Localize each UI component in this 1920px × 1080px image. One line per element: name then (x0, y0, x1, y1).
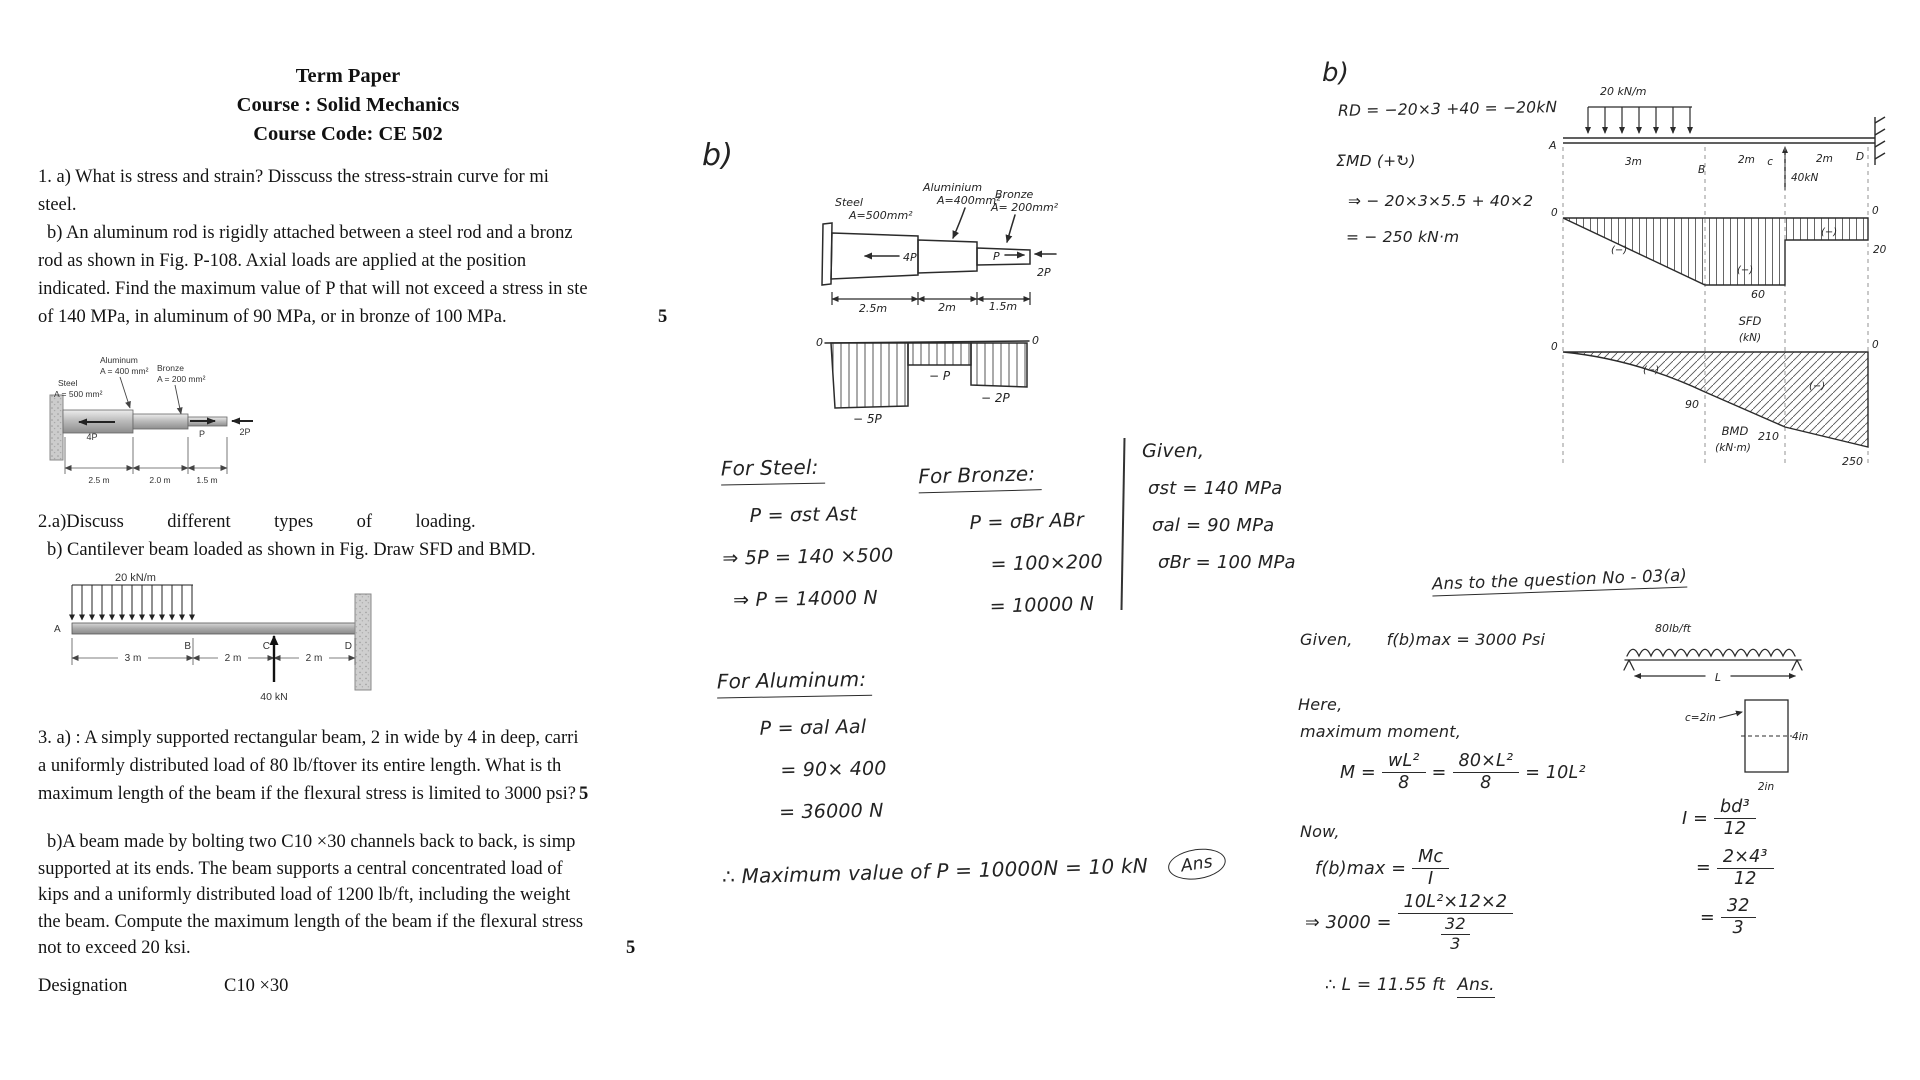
q1-marks: 5 (658, 307, 668, 327)
sol1-bronze-eq2: = 100×200 (990, 550, 1104, 576)
sol1-given-block (1142, 440, 1296, 573)
sol2-sfd-value-60: 60 (1751, 288, 1765, 301)
sol2-icalc-f1n: bd³ (1714, 798, 1756, 819)
sol2-eq3-dn: 32 (1441, 916, 1470, 935)
sol1-given-l1: σst = 140 MPa (1148, 478, 1283, 499)
q3a-line (38, 780, 686, 808)
sol2-beam-c-label: c (1767, 156, 1773, 168)
sol1-steel-block (721, 454, 895, 612)
q3a-line: a uniformly distributed load of 80 lb/ftover its entire length. What is th (38, 756, 562, 776)
q3a-line: 3. a) : A simply supported rectangular beam, 2 in wide by 4 in deep, carri (38, 728, 579, 748)
sol1-force-zero-left: 0 (816, 336, 823, 349)
sol2-meq-f2d: 8 (1480, 773, 1492, 794)
sol2-sketch-length-label: L (1714, 671, 1722, 684)
question-1 (38, 163, 686, 331)
sol2-bmd-unit: (kN·m) (1715, 442, 1751, 454)
sol2-meq-frac2 (1453, 752, 1520, 794)
q3b-line (38, 934, 686, 961)
sol2-beam-sfd-bmd (1545, 65, 1890, 470)
sol2-given-row (1300, 630, 1545, 649)
sol2-sfd-neg1: (−) (1611, 245, 1628, 256)
sol2-bmd-neg1: (−) (1643, 365, 1660, 376)
sol2-rd-line: RD = −20×3 +40 = −20kN (1337, 98, 1558, 120)
sol2-maxmom-label: maximum moment, (1300, 722, 1462, 741)
sol2-beam-dim3: 2m (1816, 153, 1833, 165)
fig108-dimension-lines (65, 437, 227, 474)
sol1-force-v2: − P (929, 369, 951, 383)
designation-row (38, 972, 288, 1000)
sol1-rod-bronze-label: Bronze (995, 188, 1034, 201)
sol1-force-v3: − 2P (981, 391, 1010, 405)
paper-title: Term Paper (295, 65, 401, 87)
sol1-rod-force2: P (993, 250, 1000, 263)
sol1-conclusion-row (722, 848, 1226, 891)
sol1-force-diagram (813, 330, 1043, 430)
q1-line: rod as shown in Fig. P-108. Axial loads are applied at the position (38, 251, 527, 271)
sol2-icalc-f3d: 3 (1732, 918, 1744, 939)
question-3a (38, 724, 686, 808)
sol2-bmd-zero-right: 0 (1872, 339, 1879, 351)
sol2-feq-lhs: f(b)max = (1315, 858, 1407, 879)
sol2-sketch-c-label: c=2in (1685, 712, 1716, 724)
fig108-steel-label: Steel (58, 378, 78, 388)
fig108-force3-label: 2P (239, 427, 251, 437)
sol2-sketch-section (1719, 700, 1792, 772)
sol2-sfd-zero-right: 0 (1872, 205, 1879, 217)
q1-line: steel. (38, 195, 77, 215)
sol2-beam-b-label: B (1698, 164, 1706, 176)
sol2-feq-den: I (1427, 869, 1434, 890)
sol2-sketch-load-label: 80lb/ft (1655, 622, 1691, 635)
sol2-bmd-neg2: (−) (1809, 381, 1826, 392)
sol2-meq-eq1: = (1431, 762, 1447, 783)
sol2-meq-result: = 10L² (1525, 762, 1586, 783)
sol1-rod-dim2: 2m (938, 301, 956, 313)
sol2-icalc-f2d: 12 (1733, 868, 1757, 889)
sol2-icalc-frac3 (1721, 897, 1756, 939)
fig108-dim1: 2.5 m (88, 475, 110, 485)
sol2-bmd-value-90: 90 (1685, 398, 1699, 411)
fig108-steel-area: A = 500 mm² (54, 389, 103, 399)
sol2-beam-dim2: 2m (1738, 154, 1755, 166)
figbeam-dim3: 2 m (305, 653, 323, 664)
sol1-ans-badge: Ans (1166, 845, 1228, 883)
sol1-rod-dim1: 2.5m (858, 302, 888, 313)
sol1-aluminum-block (717, 667, 888, 825)
figbeam-distributed-load (72, 585, 193, 620)
sol1-rod-alum-label: Aluminium (923, 181, 983, 194)
question-3b (38, 828, 686, 961)
fig108-dim3: 1.5 m (196, 475, 218, 485)
sol1-steel-heading: For Steel: (721, 455, 825, 486)
q1-line-text: of 140 MPa, in aluminum of 90 MPa, or in bronze of 100 MPa. (38, 307, 507, 327)
sol1-rod-dim3: 1.5m (988, 300, 1018, 313)
sol2-sfd-neg2: (−) (1737, 265, 1754, 276)
sol2-bmd-value-210: 210 (1758, 430, 1779, 443)
sol2-eq3-den-frac (1441, 916, 1470, 953)
sol1-force-v1: − 5P (853, 412, 882, 426)
sol2-moment-equation (1340, 752, 1586, 794)
exam-header (38, 62, 658, 149)
sol2-moment-line2: = − 250 kN·m (1346, 228, 1460, 246)
fig108-aluminum-area: A = 400 mm² (100, 366, 149, 376)
sol2-sfd-zero-left: 0 (1551, 207, 1558, 219)
sol2-part-label: b) (1322, 58, 1350, 88)
figbeam-beam (72, 623, 355, 634)
sol1-aluminum-heading: For Aluminum: (717, 667, 873, 699)
q3b-line: kips and a uniformly distributed load of 1200 lb/ft, including the weight (38, 885, 571, 905)
sol2-beam-bar (1563, 117, 1885, 165)
question-2 (38, 508, 686, 564)
sol1-aluminum-eq3: = 36000 N (778, 799, 884, 824)
q3b-line: supported at its ends. The beam supports a central concentrated load of (38, 858, 563, 879)
sol2-beam-point-load-label: 40kN (1791, 172, 1819, 184)
q3b-line: the beam. Compute the maximum length of the beam if the flexural stress (38, 911, 584, 932)
sol2-sfd-label: SFD (1738, 314, 1762, 328)
q3b-marks: 5 (626, 938, 636, 958)
fig108-force1-label: 4P (86, 432, 98, 442)
figbeam-a-label: A (54, 624, 61, 635)
fig-cantilever-beam (40, 568, 375, 706)
sol2-given-eq: f(b)max = 3000 Psi (1386, 630, 1546, 649)
sol2-beam-a-label: A (1549, 139, 1557, 152)
fig108-bronze-area: A = 200 mm² (157, 374, 206, 384)
figbeam-b-label: B (184, 641, 191, 652)
sol1-aluminum-eq1: P = σal Aal (759, 715, 867, 740)
sol1-rod-diagram (815, 178, 1065, 313)
sol2-inertia-calc (1682, 798, 1780, 939)
sol1-divider-line (1120, 438, 1125, 610)
sol1-steel-eq3: ⇒ P = 14000 N (732, 586, 879, 612)
sol2-beam-load-arrows (1588, 107, 1692, 133)
sol2-here-label: Here, (1298, 695, 1343, 714)
figbeam-d-label: D (344, 641, 352, 652)
sol2-bmd-zero-left: 0 (1551, 341, 1558, 353)
sol1-rod-force1: 4P (903, 251, 917, 264)
sol2-given-label: Given, (1300, 630, 1353, 649)
sol1-steel-eq1: P = σst Ast (749, 503, 858, 528)
fig-p108 (44, 352, 259, 492)
sol2-bmd-shape (1563, 352, 1868, 447)
sol1-given-l3: σBr = 100 MPa (1158, 552, 1296, 573)
sol2-sketch-height-label: 4in (1792, 731, 1809, 743)
sol2-eq3-dd: 3 (1450, 934, 1461, 954)
q1-line: 1. a) What is stress and strain? Disscuss the stress-strain curve for mi (38, 167, 549, 187)
course-code: Course Code: CE 502 (253, 123, 443, 145)
fig108-aluminum-label: Aluminum (100, 355, 138, 365)
sol2-icalc-row3 (1700, 897, 1780, 939)
sol2-moment-line1: ⇒ − 20×3×5.5 + 40×2 (1348, 192, 1534, 210)
sol1-rod-bronze-area: A= 200mm² (991, 201, 1059, 214)
sol2-icalc-f2n: 2×4³ (1717, 848, 1774, 869)
figbeam-dim2: 2 m (224, 653, 242, 664)
q3b-line: b)A beam made by bolting two C10 ×30 channels back to back, is simp (47, 832, 576, 852)
sol1-part-label: b) (702, 138, 734, 173)
sol2-beam-dim1: 3m (1625, 156, 1642, 168)
sol2-eq3-den (1435, 914, 1476, 953)
sol2-icalc-row1 (1682, 798, 1780, 840)
sol2-meq-frac1 (1382, 752, 1426, 794)
sol2-meq-f2n: 80×L² (1453, 752, 1520, 773)
sol2-sketch-width-label: 2in (1757, 781, 1775, 793)
sol2-beam-load-label: 20 kN/m (1600, 85, 1647, 98)
sol2-meq-lhs: M = (1340, 762, 1376, 783)
q3a-marks: 5 (578, 784, 589, 804)
figbeam-dim1: 3 m (124, 653, 142, 664)
sol1-conclusion: ∴ Maximum value of P = 10000N = 10 kN (721, 853, 1149, 889)
sol2-ans-heading: Ans to the question No - 03(a) (1432, 566, 1688, 597)
q1-line: b) An aluminum rod is rigidly attached between a steel rod and a bronz (47, 223, 573, 243)
sol2-sfd-unit: (kN) (1738, 332, 1762, 344)
fig108-dim2: 2.0 m (149, 475, 171, 485)
sol2-result: ∴ L = 11.55 ft (1325, 975, 1446, 995)
sol1-rod-steel-area: A=500mm² (849, 209, 913, 222)
sol1-steel-eq2: ⇒ 5P = 140 ×500 (722, 544, 894, 570)
sol2-icalc-row2 (1696, 848, 1780, 890)
figbeam-wall (355, 594, 371, 690)
sol2-feq-num: Mc (1412, 848, 1449, 869)
sol1-rod-force3: 2P (1037, 266, 1051, 279)
sol2-bmd-value-250: 250 (1842, 455, 1863, 468)
sol2-substitution-equation (1305, 893, 1519, 953)
sol1-bronze-heading: For Bronze: (918, 461, 1042, 493)
sol2-beam-d-label: D (1856, 151, 1865, 163)
sol2-sfd-value-20: 20 (1873, 244, 1887, 256)
q3b-line-text: not to exceed 20 ksi. (38, 938, 191, 958)
fig108-force2-label: P (198, 429, 206, 439)
sol2-sketch (1615, 608, 1815, 808)
sol1-rod-alum-area: A=400mm² (937, 194, 1001, 207)
sol2-moment-heading: ΣMD (+↻) (1336, 152, 1416, 170)
q2-line: b) Cantilever beam loaded as shown in Fig. Draw SFD and BMD. (47, 540, 536, 560)
figbeam-point-load-label: 40 kN (260, 691, 288, 703)
sol2-eq3-num: 10L²×12×2 (1398, 893, 1514, 914)
figbeam-load-label: 20 kN/m (115, 572, 156, 584)
sol2-meq-f1d: 8 (1398, 773, 1410, 794)
sol2-sketch-beam (1624, 649, 1802, 676)
sol2-icalc-lhs: I = (1682, 808, 1708, 829)
sol2-icalc-eq2: = (1696, 858, 1711, 879)
sol1-bronze-block (918, 460, 1104, 620)
sol2-icalc-f3n: 32 (1721, 897, 1756, 918)
sol2-eq3-frac (1398, 893, 1514, 953)
sol2-meq-f1n: wL² (1382, 752, 1426, 773)
sol2-icalc-eq3: = (1700, 907, 1715, 928)
sol2-sfd-neg3: (−) (1821, 227, 1838, 238)
sol2-icalc-frac2 (1717, 848, 1774, 890)
sol2-feq-frac (1412, 848, 1449, 890)
sol1-bronze-eq1: P = σBr ABr (969, 509, 1085, 535)
q1-line (38, 303, 686, 331)
q2-line: 2.a)Discuss different types of loading. (38, 512, 476, 532)
sol1-force-zero-right: 0 (1032, 334, 1039, 347)
sol1-given-l2: σal = 90 MPa (1152, 515, 1275, 536)
designation-label: Designation (38, 976, 128, 996)
designation-value: C10 ×30 (224, 976, 289, 996)
fig108-bronze-label: Bronze (157, 363, 184, 373)
sol1-bronze-eq3: = 10000 N (989, 592, 1095, 618)
q1-line: indicated. Find the maximum value of P that will not exceed a stress in ste (38, 279, 588, 299)
sol1-aluminum-eq2: = 90× 400 (780, 757, 887, 782)
sol2-bmd-label: BMD (1721, 424, 1749, 438)
sol2-eq3-lhs: ⇒ 3000 = (1305, 913, 1392, 934)
sol2-flexure-equation (1315, 848, 1455, 890)
figbeam-c-label: C (262, 641, 270, 652)
course-name: Course : Solid Mechanics (236, 94, 460, 116)
sol2-result-ans: Ans. (1457, 975, 1494, 998)
fig108-wall (50, 395, 63, 460)
sol2-now-label: Now, (1300, 822, 1340, 841)
q3a-line-text: maximum length of the beam if the flexural stress is limited to 3000 psi? (38, 784, 576, 804)
sol2-icalc-f1d: 12 (1723, 819, 1747, 840)
sol2-result-row (1325, 975, 1495, 998)
sol2-icalc-frac1 (1714, 798, 1756, 840)
sol1-rod-steel-label: Steel (835, 196, 863, 209)
sol1-given-heading: Given, (1142, 440, 1205, 462)
